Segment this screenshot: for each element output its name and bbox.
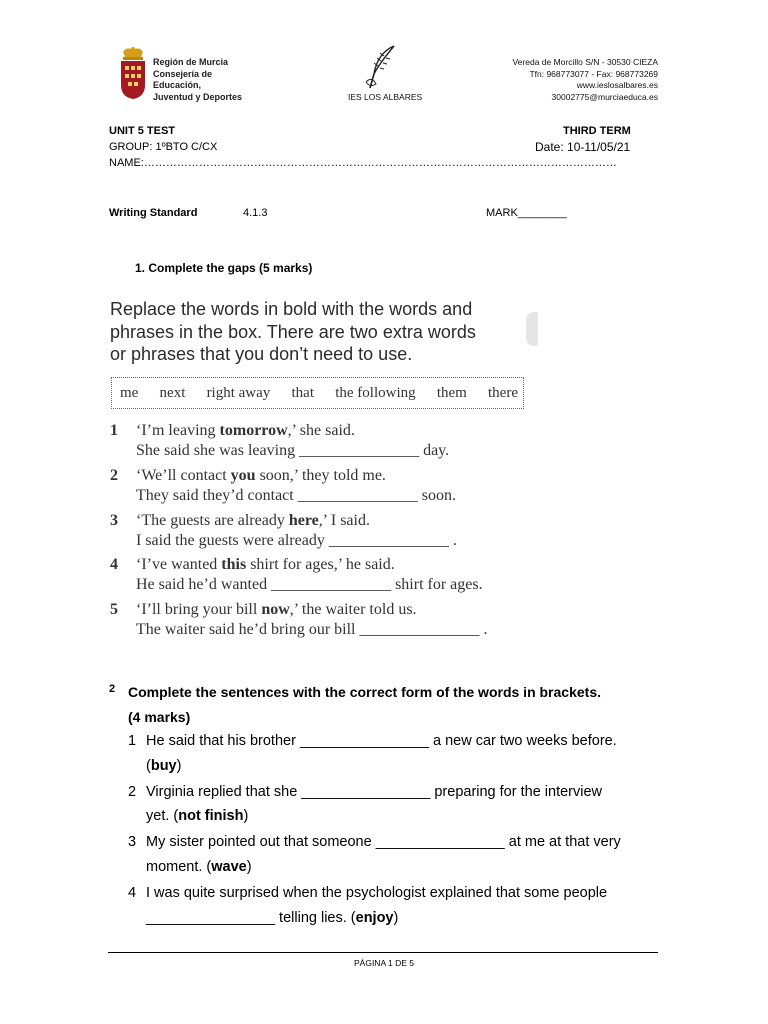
school-name: IES LOS ALBARES — [348, 92, 423, 102]
side-scroll-tab[interactable] — [526, 312, 538, 346]
sentence-line: I was quite surprised when the psychologist explained that some people — [146, 885, 608, 901]
instruction-line: or phrases that you don’t need to use. — [110, 344, 413, 364]
item-number: 3 — [110, 512, 118, 529]
section2-heading — [128, 680, 601, 730]
word-option: next — [159, 384, 186, 401]
word-option: them — [436, 384, 467, 401]
writing-standard-label: Writing Standard — [109, 207, 198, 219]
sentence-number: 3 — [128, 834, 137, 850]
region-line: Educación, — [153, 80, 202, 90]
sentence-hint: (buy) — [146, 758, 182, 774]
word-option: right away — [206, 384, 271, 401]
item-answer-line[interactable]: The waiter said he’d bring our bill _______________ . — [136, 621, 488, 638]
address-line: Tfn: 968773077 - Fax: 968773269 — [529, 68, 658, 79]
address-line: Vereda de Morcillo S/N - 30530 CIEZA — [512, 57, 658, 67]
sentence-answer-line[interactable]: ________________ telling lies. (enjoy) — [146, 910, 399, 926]
email-link[interactable]: 30002775@murciaeduca.es — [551, 91, 658, 102]
item-quote: ‘I’ll bring your bill now,’ the waiter told us. — [136, 601, 417, 618]
unit-title: UNIT 5 TEST — [109, 125, 176, 137]
sentence-line[interactable]: He said that his brother ________________ a new car two weeks before. — [146, 733, 617, 749]
school-address — [470, 57, 658, 103]
item-number: 5 — [110, 601, 118, 618]
school-feather-logo-icon — [364, 44, 398, 90]
item-quote: ‘I’ve wanted this shirt for ages,’ he said. — [136, 556, 395, 573]
region-line: Juventud y Deportes — [153, 91, 243, 102]
website-link[interactable]: www.ieslosalbares.es — [576, 80, 658, 90]
region-murcia-crest-icon — [117, 46, 149, 102]
item-number: 4 — [110, 556, 118, 573]
term-label: THIRD TERM — [563, 125, 631, 137]
item-answer-line[interactable]: I said the guests were already _______________ . — [136, 532, 457, 549]
item-quote: ‘The guests are already here,’ I said. — [136, 512, 370, 529]
standard-code: 4.1.3 — [243, 207, 268, 219]
item-answer-line[interactable]: She said she was leaving _______________ day. — [136, 442, 450, 459]
region-line: Región de Murcia — [153, 57, 229, 67]
page-number: PÁGINA 1 DE 5 — [354, 958, 414, 968]
instruction-line: phrases in the box. There are two extra words — [110, 321, 476, 342]
item-quote: ‘We’ll contact you soon,’ they told me. — [136, 467, 386, 484]
word-box — [111, 377, 524, 409]
word-option: there — [488, 384, 518, 401]
item-number: 1 — [110, 422, 118, 439]
sentence-number: 4 — [128, 885, 137, 901]
item-answer-line[interactable]: He said he’d wanted _______________ shirt for ages. — [136, 576, 483, 593]
date-label: Date: 10-11/05/21 — [535, 140, 631, 154]
section2-number: 2 — [109, 683, 116, 695]
mark-field[interactable]: MARK________ — [486, 207, 567, 219]
group-label: GROUP: 1ºBTO C/CX — [109, 141, 218, 153]
item-number: 2 — [110, 467, 118, 484]
word-option: the following — [335, 384, 416, 401]
footer-divider — [108, 952, 658, 953]
section1-heading: 1. Complete the gaps (5 marks) — [135, 261, 313, 275]
sentence-line[interactable]: My sister pointed out that someone ________________ at me at that very — [146, 834, 621, 850]
sentence-line[interactable]: Virginia replied that she ________________ preparing for the interview — [146, 784, 602, 800]
sentence-hint: yet. (not finish) — [146, 808, 249, 824]
sentence-number: 1 — [128, 733, 137, 749]
word-option: that — [291, 384, 314, 401]
sentence-hint: moment. (wave) — [146, 859, 252, 875]
section1-instructions — [110, 298, 535, 366]
item-answer-line[interactable]: They said they’d contact _______________ soon. — [136, 487, 456, 504]
region-line: Consejería de — [153, 68, 213, 79]
instruction-line: Replace the words in bold with the words and — [110, 299, 473, 319]
word-option: me — [120, 384, 139, 401]
section2-title-line: (4 marks) — [128, 709, 191, 725]
region-name — [153, 57, 242, 103]
item-quote: ‘I’m leaving tomorrow,’ she said. — [136, 422, 355, 439]
section2-title-line: Complete the sentences with the correct form of the words in brackets. — [128, 684, 601, 700]
name-field[interactable]: NAME:………………………………………………………………………………………………………………… — [109, 157, 617, 169]
sentence-number: 2 — [128, 784, 137, 800]
